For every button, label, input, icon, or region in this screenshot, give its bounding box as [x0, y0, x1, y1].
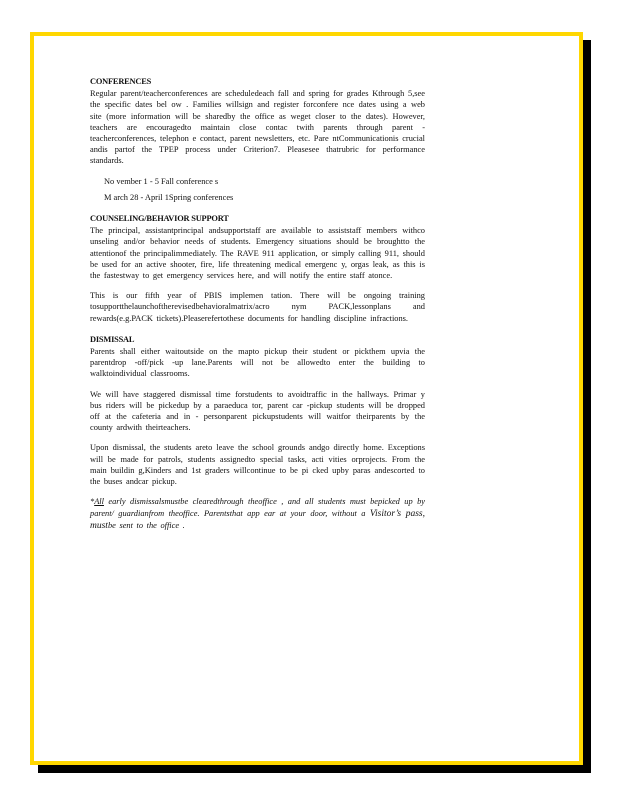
note-text-1: early dismissalsmustbe clearedthrough theoffice , and all students must bepicked up by parent/ guardianfrom theoffice. Parentsthat app ear at your door, without a — [90, 497, 425, 518]
dismissal-section — [90, 334, 425, 532]
note-emphasis: Visitor’s pass, must — [90, 508, 425, 531]
dismissal-heading: DISMISSAL — [90, 334, 135, 344]
dismissal-paragraph-1: Parents shall either waitoutside on the mapto pickup their student or pickthem upvia the parentdrop -off/pick -up lane.Parents will not be allowedto enter the building to walktoindividual classrooms. — [90, 347, 425, 379]
counseling-paragraph-1: The principal, assistantprincipal andsupportstaff are available to assiststaff members withco unseling and/or behavior needs of students. Emergency situations should be broughtto the attentionof the principalimmediately. The RAVE 911 application, or simply calling 911, should be used for an active shooter, fire, life threatening medical emergenc y, orgas leak, as this is the fastestway to get emergency services here, and will notify the entire staff atonce. — [90, 226, 425, 281]
counseling-section — [90, 213, 425, 324]
note-star: * — [90, 497, 95, 507]
document-content — [90, 76, 425, 542]
conference-date-text: No vember 1 - 5 Fall conference s — [104, 176, 219, 186]
note-underlined-word: All — [94, 497, 104, 507]
conferences-heading: CONFERENCES — [90, 77, 152, 86]
conference-date-item — [90, 176, 425, 187]
conference-date-item — [90, 192, 425, 203]
dismissal-paragraph-2: We will have staggered dismissal time forstudents to avoidtraffic in the hallways. Primar y bus riders will be pickedup by a paraeduca tor, parent car -pickup students will be dropped off at the cafeteria and in - personparent pickupstudents will waitfor theirparents by the county ardwith theirteachers. — [90, 389, 425, 433]
page-frame — [30, 32, 583, 765]
conference-date-text: M arch 28 - April 1Spring conferences — [104, 192, 234, 202]
counseling-paragraph-2: This is our fifth year of PBIS implemen tation. There will be ongoing training tosupportthelaunchoftherevisedbehavioralmatrix/acro nym PACK,lessonplans and rewards(e.g.PACK tickets).Pleaserefertothese documents for handling discipline infractions. — [90, 291, 425, 323]
conferences-section — [90, 76, 425, 203]
counseling-heading: COUNSELING/BEHAVIOR SUPPORT — [90, 214, 229, 224]
conference-dates-list — [90, 176, 425, 203]
note-text-2: be sent to the office . — [107, 520, 185, 530]
dismissal-paragraph-3: Upon dismissal, the students areto leave the school grounds andgo directly home. Exceptions will be made for patrols, students assignedto special tasks, acti vities orprojects. From the main buildin g,Kinders and 1st graders willcontinue to be pi cked upby paras andescorted to the buses andcar pickup. — [90, 443, 425, 487]
dismissal-note — [90, 496, 425, 532]
conferences-paragraph: Regular parent/teacherconferences are scheduledeach fall and spring for grades Kthrough 5,see the specific dates bel ow . Families willsign and register forconfere nce dates using a web site (more information will be sharedby the office as weget closer to the dates). However, teachers are encouragedto maintain close contac twith parents through parent -teacherconferences, telephon e contact, parent newsletters, etc. Pare ntCommunicationis crucial andis partof the TPEP process under Criterion7. Pleasesee thatrubric for performance standards. — [90, 89, 425, 166]
